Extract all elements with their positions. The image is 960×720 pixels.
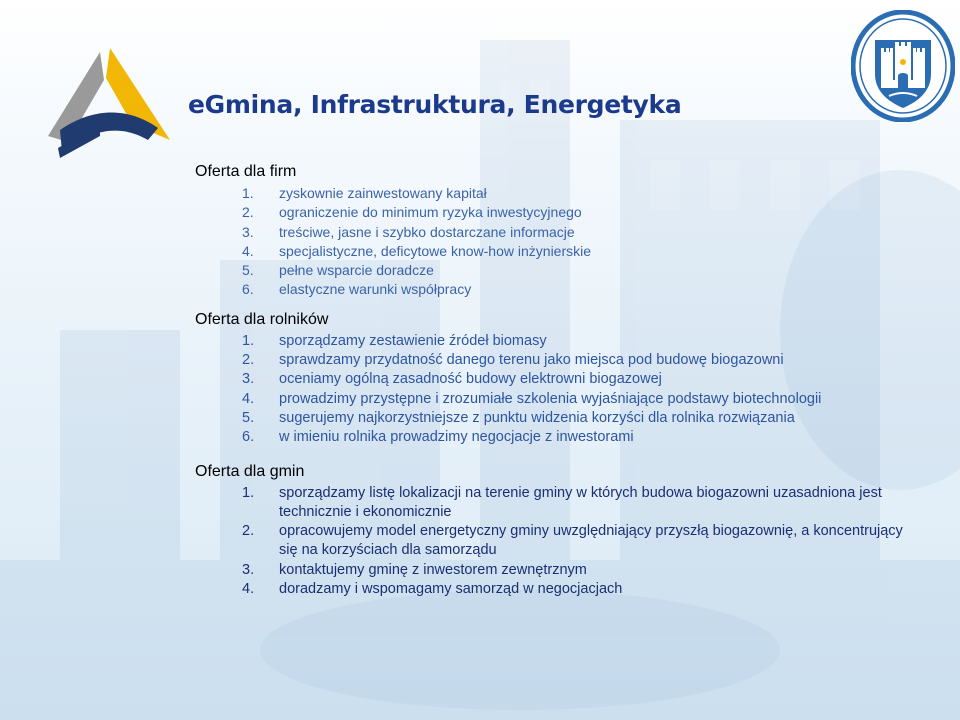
list-item-text: ograniczenie do minimum ryzyka inwestycyjnego (279, 204, 582, 221)
list-item (195, 280, 915, 299)
offer-content (195, 160, 915, 599)
list-item (195, 261, 915, 280)
list-item (195, 332, 915, 351)
section-heading-firms: Oferta dla firm (195, 163, 297, 180)
list-item (195, 428, 915, 447)
list-item (195, 522, 915, 561)
section-farmers (195, 308, 915, 448)
list-item (195, 223, 915, 242)
list-item-text: sporządzamy zestawienie źródeł biomasy (279, 332, 547, 349)
list-item (195, 561, 915, 580)
list-item-text: sugerujemy najkorzystniejsze z punktu widzenia korzyści dla rolnika rozwiązania (279, 409, 795, 426)
list-item-number: 2. (242, 523, 255, 540)
list-item-number: 2. (242, 352, 255, 369)
list-item (195, 370, 915, 389)
list-item (195, 184, 915, 203)
list-item-number: 1. (242, 332, 255, 349)
list-item-text: opracowujemy model energetyczny gminy uwzględniający przyszłą biogazownię, a koncentrujący się na korzyściach dla samorządu (279, 523, 903, 559)
list-item-number: 3. (242, 223, 254, 240)
list-item-number: 6. (242, 429, 255, 446)
list-municipalities (195, 484, 915, 600)
list-item-text: sprawdzamy przydatność danego terenu jako miejsca pod budowę biogazowni (279, 352, 784, 369)
list-item-number: 4. (242, 242, 254, 259)
list-item-text: oceniamy ogólną zasadność budowy elektrowni biogazowej (279, 371, 662, 388)
list-item-text: elastyczne warunki współpracy (279, 281, 472, 298)
list-item (195, 351, 915, 370)
list-item-text: treściwe, jasne i szybko dostarczane informacje (279, 223, 575, 240)
list-item (195, 580, 915, 599)
section-firms (195, 160, 915, 300)
list-item-number: 3. (242, 371, 255, 388)
list-item (195, 203, 915, 222)
list-farmers (195, 332, 915, 448)
list-item-text: doradzamy i wspomagamy samorząd w negocjacjach (279, 581, 623, 598)
list-item-text: pełne wsparcie doradcze (279, 262, 434, 279)
coat-of-arms-icon (851, 10, 955, 122)
list-item (195, 242, 915, 261)
list-item-number: 5. (242, 262, 254, 279)
page-title: eGmina, Infrastruktura, Energetyka (188, 90, 682, 119)
list-item-number: 3. (242, 561, 255, 578)
list-item-number: 2. (242, 204, 254, 221)
list-item-text: specjalistyczne, deficytowe know-how inżynierskie (279, 242, 592, 259)
list-item (195, 409, 915, 428)
list-item-text: zyskownie zainwestowany kapitał (279, 185, 487, 201)
section-heading-municipalities: Oferta dla gmin (195, 462, 305, 480)
list-firms (195, 184, 915, 300)
section-municipalities (195, 460, 915, 600)
list-item (195, 390, 915, 409)
list-item-number: 1. (242, 484, 255, 501)
list-item (195, 484, 915, 523)
list-item-number: 6. (242, 281, 254, 298)
list-item-number: 4. (242, 581, 255, 598)
list-item-number: 5. (242, 409, 255, 426)
list-item-number: 4. (242, 390, 255, 407)
section-heading-farmers: Oferta dla rolników (195, 310, 329, 328)
egmina-logo-icon (40, 44, 180, 164)
list-item-text: kontaktujemy gminę z inwestorem zewnętrznym (279, 561, 587, 578)
list-item-text: w imieniu rolnika prowadzimy negocjacje z inwestorami (279, 429, 634, 446)
list-item-number: 1. (242, 185, 254, 201)
list-item-text: prowadzimy przystępne i zrozumiałe szkolenia wyjaśniające podstawy biotechnologii (279, 390, 822, 407)
list-item-text: sporządzamy listę lokalizacji na terenie gminy w których budowa biogazowni uzasadniona jest technicznie i ekonomicznie (279, 484, 882, 520)
